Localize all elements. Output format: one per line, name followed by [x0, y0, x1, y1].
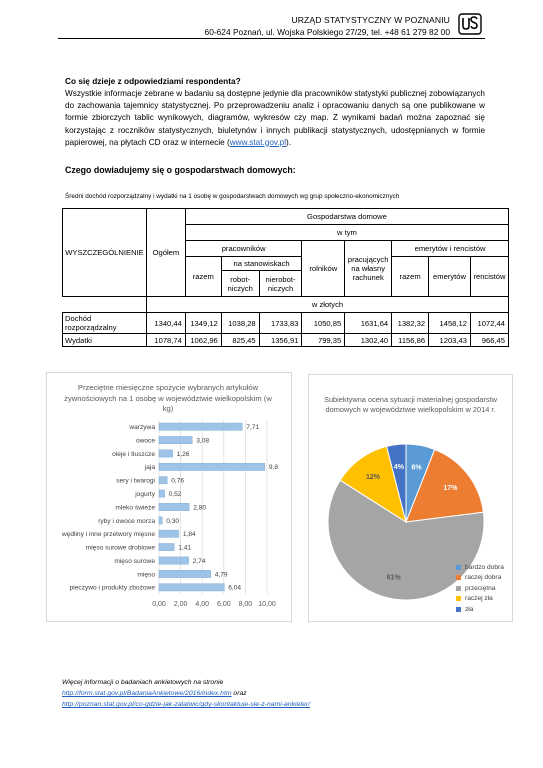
cell: 1078,74	[146, 334, 185, 347]
category-label: mięso surowe drobiowe	[85, 544, 155, 552]
data-label: 0,52	[168, 491, 182, 499]
bar	[159, 477, 167, 484]
legend-swatch	[456, 607, 461, 612]
legend-label: bardzo dobra	[465, 563, 504, 571]
footer-line-3	[62, 701, 310, 708]
table-header-workers: robot-niczych	[221, 271, 259, 297]
table-header-self-employed: pracujących na własny rachunek	[345, 241, 392, 297]
category-label: mleko świeże	[115, 504, 155, 512]
income-expenses-table	[62, 208, 509, 347]
bar-chart	[46, 372, 290, 620]
data-label: 2,74	[192, 557, 206, 565]
table-caption: Średni dochód rozporządzalny i wydatki na 1 osobę w gospodarstwach domowych wg grup społeczno-ekonomicznych	[65, 193, 400, 200]
bar	[159, 570, 211, 577]
legend-label: raczej dobra	[465, 574, 502, 582]
cell: 1340,44	[146, 313, 185, 334]
x-tick-label: 4,00	[195, 601, 210, 608]
slice-label: 12%	[365, 474, 380, 482]
footer-note: Więcej informacji o badaniach ankietowych na stronie	[62, 679, 224, 686]
bar	[159, 463, 265, 470]
category-label: pieczywo i produkty zbożowe	[69, 584, 155, 592]
cell: 1156,86	[392, 334, 429, 347]
header-rule	[58, 38, 485, 39]
slice-label: 6%	[411, 464, 422, 472]
legend-label: zła	[465, 605, 474, 613]
table-header-retirees: emerytów i rencistów	[392, 241, 509, 257]
cell: 1733,83	[259, 313, 302, 334]
question-heading: Co się dzieje z odpowiedziami respondenta?	[65, 76, 241, 86]
data-label: 1,26	[176, 450, 190, 458]
legend-swatch	[456, 586, 461, 591]
pie-chart-title: Subiektywna ocena sytuacji materialnej gospodarstw domowych w województwie wielkopolskim w 2014 r.	[324, 395, 497, 414]
table-header-retirees-total: razem	[392, 257, 429, 297]
category-label: warzywa	[129, 424, 155, 432]
cell: 1349,12	[185, 313, 221, 334]
cell: 1038,28	[221, 313, 259, 334]
legend-item	[456, 604, 506, 615]
bar	[159, 490, 165, 497]
data-label: 4,79	[214, 571, 228, 579]
bar	[159, 450, 173, 457]
bar	[159, 436, 192, 443]
data-label: 3,08	[196, 437, 210, 445]
cell: 1203,43	[429, 334, 471, 347]
institution-address: 60-624 Poznań, ul. Wojska Polskiego 27/29, tel. +48 61 279 82 00	[204, 27, 450, 37]
interviewer-link[interactable]: http://poznan.stat.gov.pl/co-gdzie-jak-zalatwic/gdy-skontaktuje-sie-z-nami-ankieter/	[62, 701, 311, 708]
category-label: oleje i tłuszcze	[112, 450, 155, 458]
bar-chart-title: Przeciętne miesięczne spożycie wybranych artykułów żywnościowych na 1 osobę w województwie wielkopolskim (w kg)	[64, 383, 272, 413]
bar	[159, 503, 189, 510]
x-tick-label: 2,00	[173, 601, 188, 608]
intro-text-end: ).	[286, 137, 292, 147]
intro-paragraph	[65, 88, 485, 149]
category-label: sery i twarogi	[116, 477, 155, 485]
legend-label: raczej zła	[465, 595, 493, 603]
table-row	[63, 313, 509, 334]
bar	[159, 530, 179, 537]
row-label: Dochód rozporządzalny	[63, 313, 147, 334]
cell: 1356,91	[259, 334, 302, 347]
data-label: 0,76	[171, 477, 185, 485]
bar	[159, 517, 162, 524]
legend-item	[456, 583, 506, 594]
section-heading: Czego dowiadujemy się o gospodarstwach domowych:	[65, 165, 296, 175]
data-label: 9,8	[268, 464, 279, 472]
footer-line-2	[62, 690, 247, 697]
legend-item	[456, 562, 506, 573]
legend-swatch	[456, 565, 461, 570]
table-header-farmers: rolników	[302, 241, 345, 297]
intro-text: Wszystkie informacje zebrane w badaniu są dostępne jedynie dla pracowników statystyki publicznej zobowiązanych do zachowania tajemnicy statystycznej. Po przeprowadzeniu analiz i opracowaniu danych są one publikowane w formie zbiorczych tablic wynikowych, diagramów, wykresów czy map. Z wynikami badań można zapoznać się korzystając z roczników statystycznych, biuletynów i innych publikacji statystycznych, udostępnianych w formie papierowej, na płytach CD oraz w internecie (	[65, 89, 485, 147]
cell: 1072,44	[470, 313, 508, 334]
cell: 1382,32	[392, 313, 429, 334]
category-label: mięso surowe	[114, 557, 155, 565]
table-header-employees-total: razem	[185, 257, 221, 297]
cell: 1631,64	[345, 313, 392, 334]
institution-name: URZĄD STATYSTYCZNY W POZNANIU	[291, 15, 450, 25]
slice-label: 4%	[393, 463, 405, 471]
category-label: wędliny i inne przetwory mięsne	[61, 531, 155, 539]
data-label: 2,80	[193, 504, 207, 512]
row-label: Wydatki	[63, 334, 147, 347]
table-header-on-positions: na stanowiskach	[221, 257, 302, 271]
category-label: ryby i owoce morza	[98, 517, 155, 525]
table-header-pensioners: emerytów	[429, 257, 471, 297]
slice-label: 61%	[386, 574, 401, 582]
category-label: mięso	[137, 571, 155, 579]
category-label: owoce	[135, 437, 155, 445]
legend-item	[456, 573, 506, 584]
data-label: 7,71	[246, 424, 260, 432]
stat-gov-link[interactable]: www.stat.gov.pl	[229, 137, 287, 147]
table-header-unit: w złotych	[146, 297, 508, 313]
table-row	[63, 334, 509, 347]
legend-swatch	[456, 575, 461, 580]
bar	[159, 423, 242, 430]
bar	[159, 557, 189, 564]
cell: 1458,12	[429, 313, 471, 334]
table-header-total: Ogółem	[146, 209, 185, 297]
slice-label: 17%	[443, 485, 458, 493]
category-label: jaja	[144, 464, 155, 472]
cell: 1302,40	[345, 334, 392, 347]
bar	[159, 543, 174, 550]
table-header-employees: pracowników	[185, 241, 302, 257]
cell: 966,45	[470, 334, 508, 347]
x-tick-label: 8,00	[238, 601, 253, 608]
cell: 799,35	[302, 334, 345, 347]
data-label: 1,41	[178, 544, 192, 552]
legend-swatch	[456, 596, 461, 601]
data-label: 6,04	[228, 584, 242, 592]
legend-item	[456, 594, 506, 605]
table-header-households: Gospodarstwa domowe	[185, 209, 508, 225]
table-header-main: WYSZCZEGÓLNIENIE	[63, 209, 147, 297]
bar	[159, 584, 224, 591]
survey-link[interactable]: http://form.stat.gov.pl/BadaniaAnkietowe/2016/index.htm	[62, 690, 232, 697]
x-tick-label: 6,00	[216, 601, 231, 608]
pie-legend	[456, 562, 506, 615]
us-logo-icon	[458, 13, 482, 35]
data-label: 0,30	[166, 517, 180, 525]
cell: 825,45	[221, 334, 259, 347]
table-header-of-which: w tym	[185, 225, 508, 241]
cell: 1062,96	[185, 334, 221, 347]
cell: 1050,85	[302, 313, 345, 334]
x-tick-label: 10,00	[258, 601, 276, 608]
x-tick-label: 0,00	[152, 601, 166, 608]
category-label: jogurty	[135, 491, 155, 499]
table-header-annuitants: rencistów	[470, 257, 508, 297]
data-label: 1,84	[182, 531, 196, 539]
table-header-nonworkers: nierobot-niczych	[259, 271, 302, 297]
footer-and: oraz	[231, 690, 247, 697]
legend-label: przeciętna	[465, 584, 496, 592]
